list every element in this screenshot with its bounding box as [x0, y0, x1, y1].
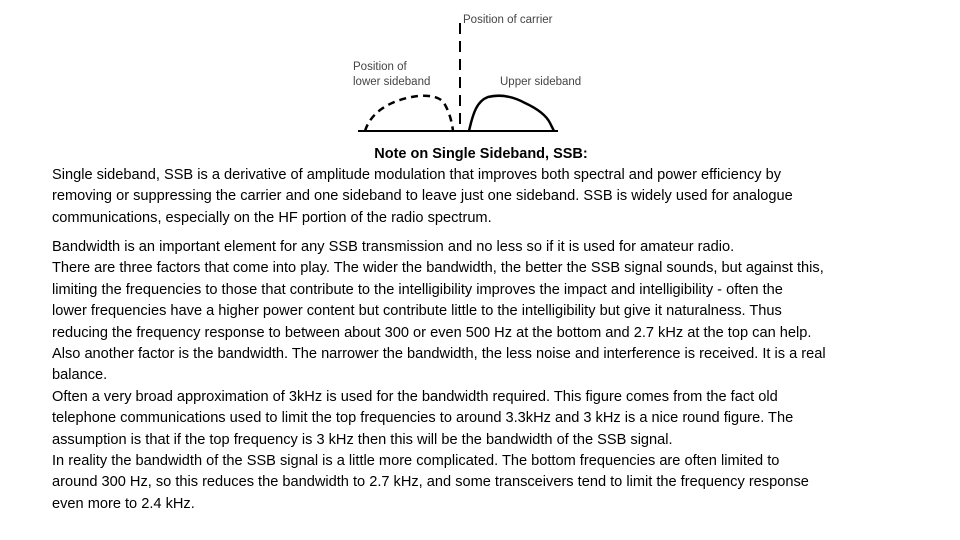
- text-line: Also another factor is the bandwidth. The narrower the bandwidth, the less noise and interference is received. It is a real: [52, 346, 826, 363]
- text-line: In reality the bandwidth of the SSB signal is a little more complicated. The bottom frequencies are often limited to: [52, 453, 780, 470]
- upper-sideband-curve: [469, 96, 554, 131]
- lower-sideband-curve: [365, 96, 453, 131]
- text-line: communications, especially on the HF portion of the radio spectrum.: [52, 209, 492, 226]
- text-line: balance.: [52, 367, 108, 384]
- lower-sideband-label-line2: lower sideband: [353, 76, 431, 88]
- text-line: limiting the frequencies to those that contribute to the intelligibility improves the impact and intelligibility - often the: [52, 281, 783, 298]
- text-line: telephone communications used to limit the top frequencies to around 3.3kHz and 3 kHz is a nice round figure. The: [52, 410, 794, 427]
- text-line: Single sideband, SSB is a derivative of amplitude modulation that improves both spectral and power efficiency by: [52, 167, 782, 183]
- text-line: reducing the frequency response to between about 300 or even 500 Hz at the bottom and 2.7 kHz at the top can help.: [52, 324, 812, 341]
- text-line: removing or suppressing the carrier and one sideband to leave just one sideband. SSB is widely used for analogue: [52, 188, 793, 205]
- text-line: There are three factors that come into play. The wider the bandwidth, the better the SSB signal sounds, but against this,: [52, 260, 824, 277]
- text-line: assumption is that if the top frequency is 3 kHz then this will be the bandwidth of the SSB signal.: [52, 431, 673, 448]
- text-line: Bandwidth is an important element for any SSB transmission and no less so if it is used for amateur radio.: [52, 239, 735, 255]
- carrier-label: Position of carrier: [463, 14, 553, 26]
- text-line: even more to 2.4 kHz.: [52, 495, 195, 512]
- text-line: Often a very broad approximation of 3kHz is used for the bandwidth required. This figure comes from the fact old: [52, 388, 778, 405]
- paragraph-intro: [52, 165, 952, 229]
- note-title: Note on Single Sideband, SSB:: [374, 146, 588, 162]
- text-line: lower frequencies have a higher power content but contribute little to the intelligibility but give it naturalness. Thus: [52, 303, 782, 320]
- paragraph-bandwidth: [52, 237, 952, 515]
- text-line: around 300 Hz, so this reduces the bandwidth to 2.7 kHz, and some transceivers tend to limit the frequency response: [52, 474, 809, 491]
- ssb-spectrum-diagram: [340, 5, 620, 140]
- lower-sideband-label-line1: Position of: [353, 61, 407, 73]
- upper-sideband-label: Upper sideband: [500, 76, 582, 88]
